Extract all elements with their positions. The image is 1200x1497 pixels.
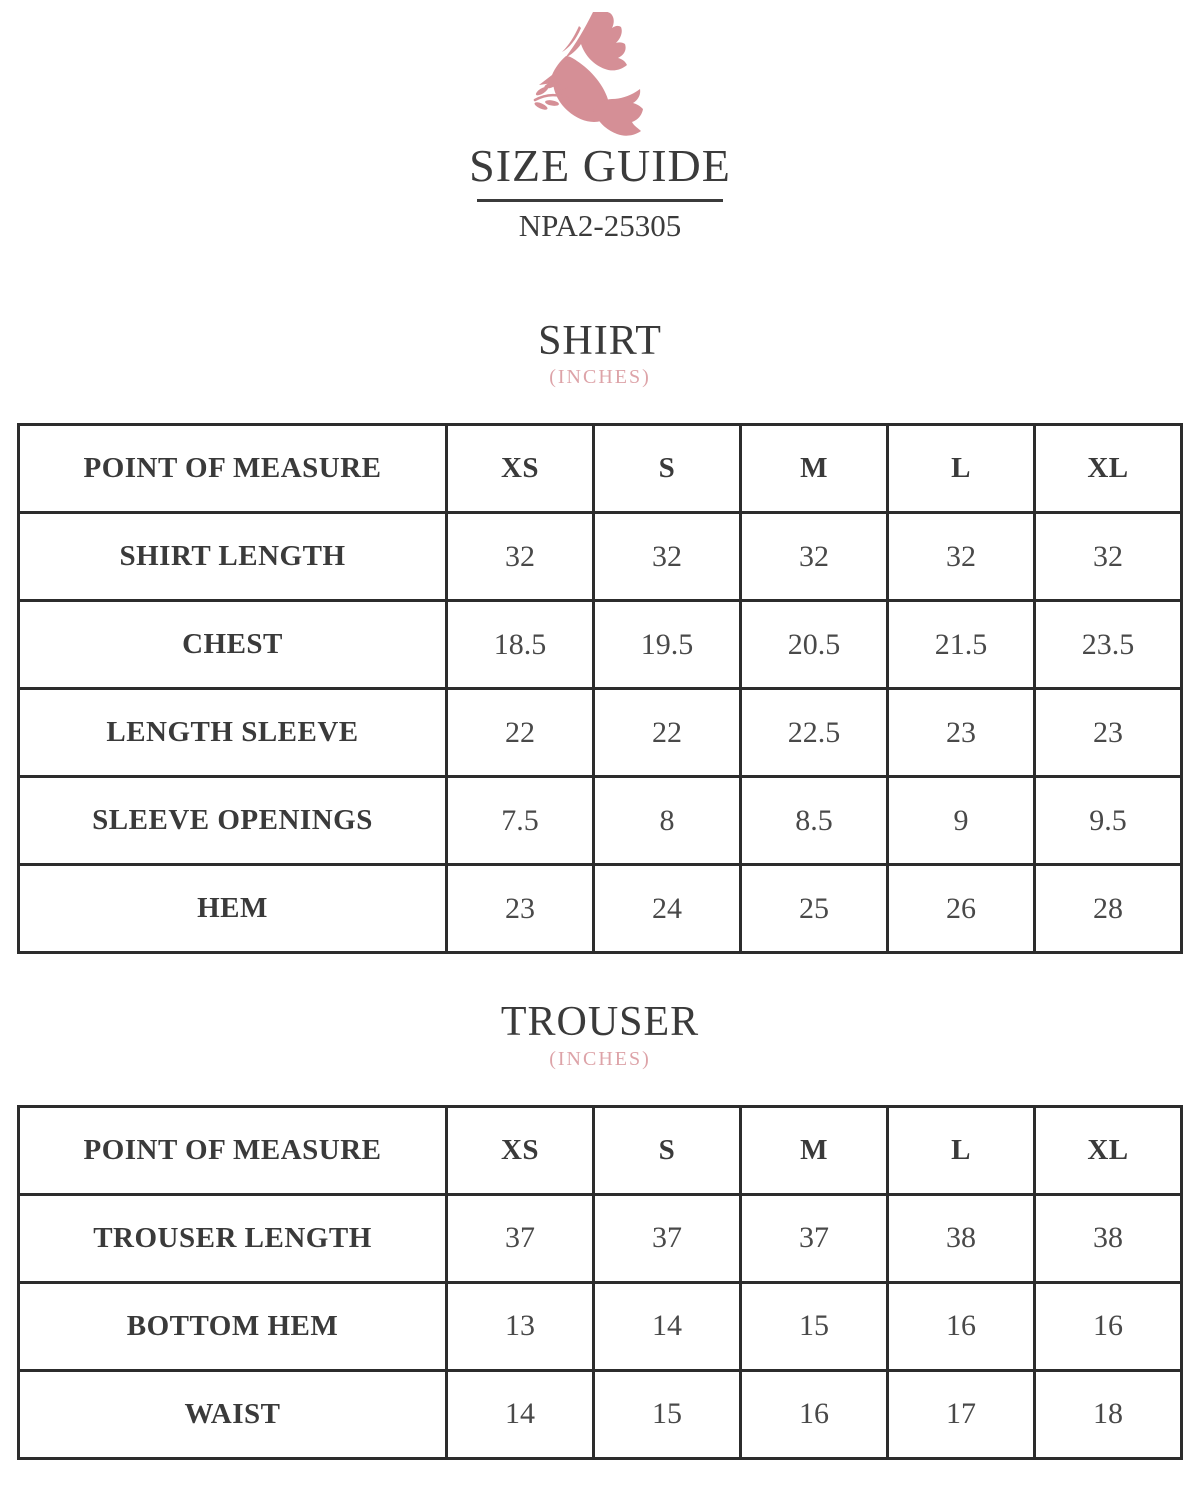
measurement-value-cell: 14 — [594, 1282, 741, 1370]
measurement-value-cell: 9 — [888, 777, 1035, 865]
measurement-value-cell: 13 — [447, 1282, 594, 1370]
shirt-section-title: SHIRT — [538, 318, 662, 365]
measurement-value-cell: 16 — [741, 1370, 888, 1458]
measurement-value-cell: 16 — [1035, 1282, 1182, 1370]
trouser-section — [0, 1000, 1200, 1459]
table-row — [19, 601, 1182, 689]
table-row — [19, 1282, 1182, 1370]
table-row — [19, 865, 1182, 953]
table-header-row — [19, 425, 1182, 513]
measurement-value-cell: 28 — [1035, 865, 1182, 953]
measurement-value-cell: 23.5 — [1035, 601, 1182, 689]
measurement-value-cell: 8.5 — [741, 777, 888, 865]
row-label-cell: WAIST — [19, 1370, 447, 1458]
trouser-section-title: TROUSER — [500, 999, 700, 1046]
measurement-value-cell: 37 — [447, 1194, 594, 1282]
table-header-row — [19, 1106, 1182, 1194]
trouser-unit-label: (INCHES) — [549, 1047, 651, 1070]
measurement-value-cell: 22.5 — [741, 689, 888, 777]
measurement-value-cell: 32 — [447, 513, 594, 601]
measurement-value-cell: 38 — [888, 1194, 1035, 1282]
row-label-cell: TROUSER LENGTH — [19, 1194, 447, 1282]
table-row — [19, 777, 1182, 865]
measurement-value-cell: 16 — [888, 1282, 1035, 1370]
column-header-point-of-measure: POINT OF MEASURE — [19, 1106, 447, 1194]
row-label-cell: HEM — [19, 865, 447, 953]
measurement-value-cell: 25 — [741, 865, 888, 953]
column-header-size-xl: XL — [1035, 1106, 1182, 1194]
measurement-value-cell: 32 — [1035, 513, 1182, 601]
product-code: NPA2-25305 — [518, 208, 682, 244]
shirt-unit-label: (INCHES) — [549, 366, 651, 389]
measurement-value-cell: 32 — [888, 513, 1035, 601]
trouser-size-table — [17, 1105, 1183, 1460]
measurement-value-cell: 22 — [594, 689, 741, 777]
measurement-value-cell: 23 — [1035, 689, 1182, 777]
row-label-cell: SLEEVE OPENINGS — [19, 777, 447, 865]
table-row — [19, 513, 1182, 601]
row-label-cell: BOTTOM HEM — [19, 1282, 447, 1370]
column-header-point-of-measure: POINT OF MEASURE — [19, 425, 447, 513]
table-row — [19, 1370, 1182, 1458]
measurement-value-cell: 19.5 — [594, 601, 741, 689]
measurement-value-cell: 14 — [447, 1370, 594, 1458]
measurement-value-cell: 21.5 — [888, 601, 1035, 689]
page-title: SIZE GUIDE — [469, 140, 731, 191]
measurement-value-cell: 9.5 — [1035, 777, 1182, 865]
measurement-value-cell: 15 — [741, 1282, 888, 1370]
measurement-value-cell: 8 — [594, 777, 741, 865]
table-row — [19, 689, 1182, 777]
measurement-value-cell: 20.5 — [741, 601, 888, 689]
row-label-cell: SHIRT LENGTH — [19, 513, 447, 601]
measurement-value-cell: 26 — [888, 865, 1035, 953]
measurement-value-cell: 38 — [1035, 1194, 1182, 1282]
dove-with-olive-branch-icon — [533, 12, 667, 140]
column-header-size-s: S — [594, 425, 741, 513]
measurement-value-cell: 37 — [594, 1194, 741, 1282]
row-label-cell: CHEST — [19, 601, 447, 689]
column-header-size-xs: XS — [447, 1106, 594, 1194]
measurement-value-cell: 15 — [594, 1370, 741, 1458]
measurement-value-cell: 24 — [594, 865, 741, 953]
column-header-size-l: L — [888, 1106, 1035, 1194]
measurement-value-cell: 23 — [447, 865, 594, 953]
table-row — [19, 1194, 1182, 1282]
column-header-size-l: L — [888, 425, 1035, 513]
column-header-size-s: S — [594, 1106, 741, 1194]
column-header-size-xs: XS — [447, 425, 594, 513]
measurement-value-cell: 22 — [447, 689, 594, 777]
measurement-value-cell: 7.5 — [447, 777, 594, 865]
size-guide-page — [0, 12, 1200, 1460]
measurement-value-cell: 18.5 — [447, 601, 594, 689]
column-header-size-xl: XL — [1035, 425, 1182, 513]
measurement-value-cell: 32 — [741, 513, 888, 601]
measurement-value-cell: 37 — [741, 1194, 888, 1282]
measurement-value-cell: 17 — [888, 1370, 1035, 1458]
shirt-section — [0, 319, 1200, 954]
measurement-value-cell: 32 — [594, 513, 741, 601]
measurement-value-cell: 18 — [1035, 1370, 1182, 1458]
measurement-value-cell: 23 — [888, 689, 1035, 777]
column-header-size-m: M — [741, 425, 888, 513]
column-header-size-m: M — [741, 1106, 888, 1194]
shirt-size-table — [17, 423, 1183, 954]
row-label-cell: LENGTH SLEEVE — [19, 689, 447, 777]
title-underline — [477, 199, 723, 202]
